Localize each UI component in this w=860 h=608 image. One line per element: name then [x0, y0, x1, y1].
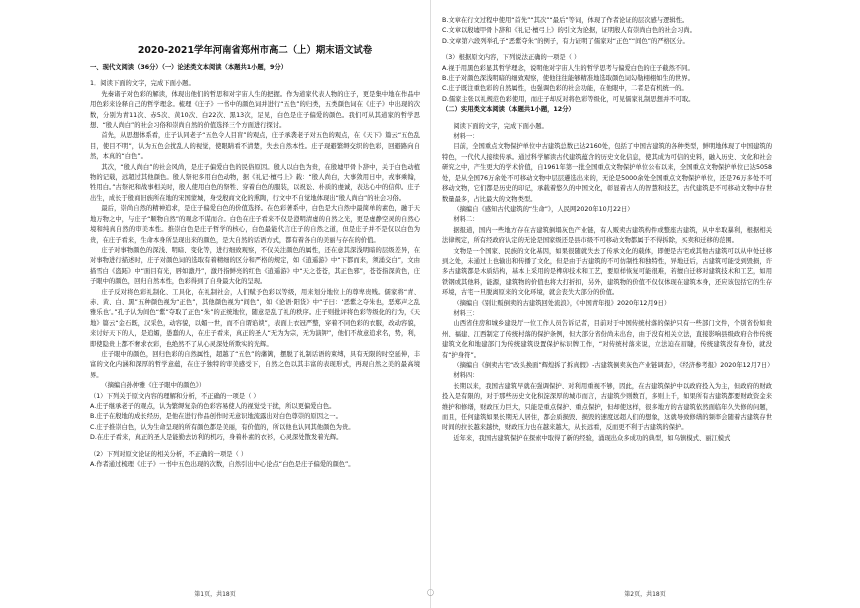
- q1-3-option: B.庄子对颜色深浅明暗的细致观察，使他往往能够精准地选取颜色词勾勒栩栩如生的世界。: [442, 75, 694, 83]
- right-column: [442, 16, 772, 444]
- footer-right: 第2页，共18页: [624, 591, 666, 598]
- passage1-source: （摘编自孙仲雅《庄子眼中的颜色》）: [101, 382, 206, 390]
- q1-2-option: C.文章以殷墟甲骨卜辞和《礼记·檀弓上》的引文为论据，证明殷人有崇尚白色的社会习尚。: [442, 27, 696, 35]
- q1-3-stem: （3）根据原文内容，下列说法正确的一项是（ ）: [442, 54, 581, 62]
- q1-1-option: B.庄子在殷地的成长经历，是他在进行作品创作时无意识地流露出对白色尊崇的原因之一。: [90, 413, 342, 421]
- q1-intro: 1．阅读下面的文字，完成下面小题。: [90, 80, 195, 88]
- left-column: [90, 16, 420, 470]
- footer-left: 第1页，共18页: [194, 591, 236, 598]
- material2-para: 文物是一个国家、民族的文化基因，如果很随就失去了传承文化的载体，即便是古宅或其他古建筑可以从申处迁移到之处，未通过上也输出和传播了文化，但是由于古建筑的不可仿制性和独特性，异地迁后，古建筑可能受到毁损，许多古建筑都是木质结构，基本上采用的是榫卯技术和工艺，要原样恢复可能很难，若擅自迁移对建筑技术和工艺，如用铁钢或其他料，能源，建筑物的价值也将大打折扣，另外，建筑物的价值不仅仅体现在建筑本身，还应该包括它的生存环境，古宅一旦脱离原来的文化环境，就会丧失大部分的价值。: [442, 247, 772, 297]
- material4-para: 长期以来，我国古建筑早就在强调保护、对利用重视不够，因此，在古建筑保护中以政府投入为主，但政府的财政投入是有限的，对于那些历史文化积淀深厚的城市而言，古建筑少则数百，多则上千，如果所有古建筑都要财政资金来维护和修缮，财政压力巨大，只能是重点保护、重点保护，但却使这样，很多地方的古建筑依然面临年久失修的问题，而且，任何建筑如果长期无人居住，都会质损毁、损毁的速度远超人们的想象，这就导致修缮的频率会随着古建筑存世时间的拉长越来越快，财政压力也在越来越大，从长远看，反而更不利于古建筑的保护。: [442, 382, 772, 432]
- q1-2-option: B.文章在行文过程中使用“首先”“其次”“最后”等词，体现了作者论证的层次感与逻辑性。: [442, 17, 689, 24]
- material2-para: 据报道，国内一些地方存在古建筑倒塌灰色产业链，有人贩卖古建筑构件或整座古建筑，从中牟取暴利，根据相关法律规定，所有经政府认定的无论是国家级还是县市级不可移动文物都属于不得拆除，买卖和迁移的范围。: [442, 226, 772, 245]
- q1-1-stem: （1）下列关于原文内容的理解和分析，不正确的一项是（ ）: [90, 392, 260, 400]
- material2-source: （摘编自《别让贩倒卖的古建筑回处流浪》，《中国青年报》2020年12月9日）: [453, 299, 671, 307]
- material3-para: 山西省住房和城乡建设厅一位工作人员告诉记者，目前对于中国传统村落的保护只有一些部门文件，个别省份如贵州、福建、江西制定了传统村落的保护条例，但大部分省份尚未出台，由于没有相关立法，直接影响县级政府合作传统建筑文化和地建部门为传统建筑设置保护标识牌工作，“对传统村落来说，立法迫在眉睫，传统建筑没有身份，就没有“护身符”。: [442, 320, 772, 359]
- material4-para: 近年来，我国古建筑保护在探索中取得了新的经验，涌现出众多成功的典型，如乌镇模式、丽江模式: [453, 434, 731, 442]
- passage1-para: 先秦诸子对色彩的解读，体现出他们的哲思和对宇宙人生的把握。作为道家代表人物的庄子，更是集中地在作品中用色彩来诠释自己的哲学理念。梳理《庄子》一书中的颜色词并进行“五色”的归类，五类颜色词在《庄子》中出现的次数，分别为青11次、赤5次、黄10次、白22次、黑13次，足见，白色是庄子偏爱的颜色。我们可从其道家的哲学思想、“殷人尚白”的社会习俗和崇尚自然的价值选择三个方面进行探讨。: [90, 90, 420, 130]
- material1-source: （摘编自《感知古代建筑的“生命”》，人民网2020年10月22日）: [453, 205, 634, 213]
- passage1-para: 庄子反对将色彩礼制化、工具化，在礼制社会，人们赋予色彩以等级，用来划分地位上的尊卑贵贱。儒家将“青、赤、黄、白、黑”五种颜色视为“正色”，其他颜色视为“间色”，如《论语·阳货》中“子曰：‘恶紫之夺朱也，恶郑声之乱雅乐也’。”孔子认为间色“紫”夺取了正色“朱”的正统地位，随意是乱了礼的秩序。庄子则批评将色彩等级化的行为，《天地》篇云“金石既，汉采色，动容貌，以媚一世，而不自谓谄谀”，表面上衣冠严整，穿着不同色彩的衣服，改动容貌，来讨好天下的人，是追媚，愚蠢的人，在庄子看来，真正的圣人“无为为宗，无为演钾”，他们不故意追求名，势，利，即使隐贵上都不奢求衣彩，也绝然不了从心灵深处所欺实的光辉。: [90, 288, 420, 348]
- material3-para: （摘编自《倒卖古宅“改头换面”辉煌拆了拆真假》-古建筑倒卖灰色产业链调查》，《经济参考报》2020年12月7日）: [453, 362, 774, 369]
- material3-label: 材料三：: [453, 309, 479, 317]
- section1-heading: 一、现代文阅读（36分）（一）论述类文本阅读（本题共1小题，9分）: [90, 64, 287, 71]
- section2-heading: （二）实用类文本阅读（本题共1小题，12分）: [442, 106, 575, 114]
- q1-2-stem: （2）下列对原文论证的相关分析，不正确的一项是（ ）: [90, 450, 248, 458]
- q1-1-option: A.庄子继承老子的观点，认为繁缛复杂的色彩容易使人的视觉受干扰，所以更偏爱白色。: [90, 403, 336, 410]
- page-right: [430, 0, 860, 608]
- material1-text: 目前，全国重点文物保护单位中古建筑总数已达2160处，包括了中国古建筑的各种类型，鲜明地体现了中国建筑的特色，一代代人接续传承。通过科学解读古代建筑蕴含的历史文化信息，使其成为可信的史料，融入历史、文化和社会研究之中，产生更大的学术价值，自1961年第一批全国重点文物保护单位公布以来，全国重点文物保护单位已达5058处，是从全国76万余处不可移动文物中层层遴选出来的，无论是5000余处全国重点文物保护单位，还是76万多处不可移动文物，它们都是历史的印记，承载着悠久的中国文化，彰显着古人的智慧和技艺，古代建筑是不可移动文物中存世数量最多，占比最大的文物类型。: [442, 143, 772, 203]
- q1-1-option: D.在庄子看来，真正的圣人是能勤去访利的机巧，身着朴素的衣衫，心灵深处散发着光辉。: [90, 434, 343, 442]
- doc-title: 2020-2021学年河南省郑州市高二（上）期末语文试卷: [137, 45, 373, 56]
- q2-intro: 阅读下面的文字，完成下面小题。: [453, 122, 548, 130]
- passage1-para: 首先，从思想体系看，庄子认同老子“五色令人目盲”的观点，庄子承袭老子对五色的观点，在《天下》篇云“五色乱目，使目不明”，认为五色会扰乱人的视觉，使眼睛看不清楚，失去自然本性。庄子现避繁缛交织的色彩，回避路向自然，本真的“白色”。: [90, 132, 420, 161]
- passage1-para: 其次，“殷人尚白”的社会风尚，是庄子偏爱白色的民俗原因。殷人以白色为贵，在殷墟甲骨卜辞中，关于白色动植物的记载，远超过其他颜色。殷人祭祀多用白色动物，据《礼记·檀弓上》载：“殷人尚白，大事敛用日中，戎事乘翰，牲用白。”古祭祀和战事相关时，殷人使用白色的祭牲、穿着白色的服装，以祝讼、朴质的虔诚，表达心中的信仰。庄子出生，成长于殷商旧族所在地的宋国蒙城，身受殷商文化的熏陶，行文中不自觉地体现出“殷人尚白”的社会习俗。: [90, 163, 420, 202]
- q1-3-option: A.视于用黑色彩显其哲学理念，说明他对宇宙人生的哲学思考与偏爱白色的庄子截然不同。: [442, 64, 694, 72]
- q1-3-option: D.儒家主张以礼规范色彩使用，而庄子却反对将色彩等级化，可见儒家礼制思想并不可取。: [442, 95, 695, 103]
- material2-label: 材料二：: [453, 216, 479, 224]
- q1-3-option: C.庄子既注重色彩的自然属性，也强调色彩的社会功能，在他眼中，二者是有机统一的。: [442, 85, 688, 93]
- q1-2-option: D.文章第六段列举孔子“恶紫夺朱”的例子，有力证明了儒家对“正色”“间色”的严格区分。: [442, 37, 689, 45]
- passage1-para: 庄子眼中的颜色，回归色彩的自然属性，超越了“五色”的藩篱，摆脱了礼制话语的束缚，具有无限的时空延伸，丰富的文化内涵和深厚的哲学意蕴，在庄子独特的审美感受下，自然之色以其丰富的表现形式，再现自然之美的最高境界。: [90, 350, 420, 379]
- binding-mark: 〇: [427, 589, 434, 597]
- passage1-para: 庄子对事物颜色的深浅、明暗、变化等，进行细致观察，不仅关注颜色的属性，还在意其深浅明暗的层级差异，在对事物进行描述时，庄子对颜色词的选取有着精细的区分和严格的规定，如《逍遥游》中“下都而来，须涌交白”，文由描雪白《盗跖》中“面目有光，唇如激丹”，激丹指鲜亮的红色《逍遥游》中“天之苍苍，其正色邪”，苍苍指深黄色，庄子眼中的颜色，回归自然本性，色彩得到了自身最大化的呈现。: [90, 246, 420, 286]
- material4-label: 材料四：: [453, 372, 479, 380]
- passage1-para: 最后，崇尚自然的精神追求，是庄子偏爱白色的价值选择。在色彩著系中，白色是大自然中最简单的素色，融于天地万物之中，与庄子“顺物自然”的观念不谋而合。白色在庄子看来不仅是澄明清虚的自然之光，更是虚静空灵的自然心境和纯真自然的审美本性。推崇白色是庄子哲学的核心，白色最能代言庄子的自然之道，但是庄子并不是仅以白色为贵，在庄子看来，生命本身所呈现出来的颜色，是大自然的话语方式，都有着各自的美丽与存在的价值。: [90, 205, 420, 244]
- material1-label: 材料一：: [453, 133, 479, 141]
- q1-1-option: C.庄子推崇白色，认为生命呈现的所有颜色都是美丽，有价值的，所以他也认同其他颜色为贵。: [90, 423, 355, 431]
- q1-2-option: A.作者通过梳理《庄子》一书中五色出现的次数，自然引出中心论点“白色是庄子偏爱的颜色”。: [90, 461, 355, 469]
